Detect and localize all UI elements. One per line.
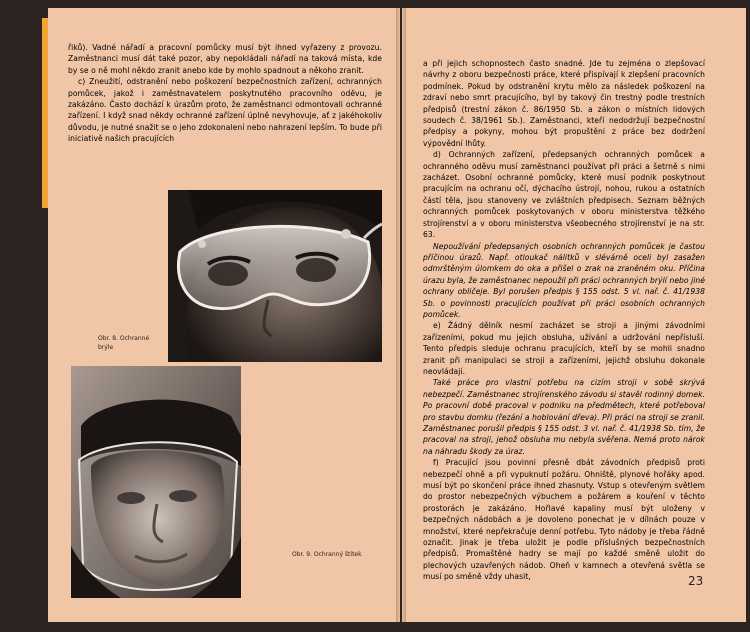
right-paragraph-5: Také práce pro vlastní potřebu na cizím stroji v sobě skrývá nebezpečí. Zaměstnanec strojírenského závodu si stavěl rodinný domek. Po pracovní době pracoval v podniku na předmětech, které potřeboval pro stavbu domku (řezání a hoblování dřeva). Při práci na stroji se zranil. Zaměstnanec porušil předpis § 155 odst. 3 vl. nař. č. 41/1938 Sb. tím, že pracoval na stroji, jehož obsluha mu nebyla svěřena. Nemá proto nárok na náhradu škody za úraz.: [423, 378, 705, 456]
figure-9-photo: [71, 366, 241, 598]
face-shield-photo-illustration: [71, 366, 241, 598]
right-paragraph-4: e) Žádný dělník nesmí zacházet se stroji a jinými závodními zařízeními, pokud mu jejich obsluha, užívání a udržování nepřísluší. Tento předpis sleduje ochranu pracujících, kteří by se mohli snadno zranit při manipulaci se stroji a zařízeními, jejichž obsluhu dokonale neovládají.: [423, 321, 705, 376]
figure-9-caption: Obr. 9. Ochranný štítek: [292, 551, 362, 558]
left-page-text: [68, 42, 382, 145]
right-paragraph-1: a při jejich schopnostech často snadné. Jde tu zejména o zlepšovací návrhy z oboru bezpečnosti práce, které přispívají k zlepšení pracovních podmínek. Pokud by odstranění krytu mělo za následek poškození na zdraví nebo smrt pracujícího, byl by takový čin trestný podle trestních předpisů (trestní zákon č. 86/1950 Sb. a zákon o místních lidových soudech č. 38/1961 Sb.). Zaměstnanci, kteří nedodržují bezpečnostní předpisy a pokyny, mohou být propuštěni z práce bez dodržení výpovědní lhůty.: [423, 59, 705, 148]
left-paragraph-2: c) Zneužití, odstranění nebo poškození bezpečnostních zařízení, ochranných pomůcek, jakož i zaměstnavatelem poskytnutého pracovního oděvu, je zakázáno. Často dochází k úrazům proto, že zaměstnanci odmontovali ochranné zařízení. I když snad někdy ochranné zařízení úplně nevyhovuje, ať z jakéhokoliv důvodu, je nutné snažit se o jeho zdokonalení nebo nahrazení lepším. To bude při iniciativě našich pracujících: [68, 77, 382, 144]
right-paragraph-2: d) Ochranných zařízení, předepsaných ochranných pomůcek a ochranného oděvu musí zaměstnanci používat při práci a šetrně s nimi zacházet. Osobní ochranné pomůcky, které musí podnik poskytnout pracujícím na ochranu očí, dýchacího ústrojí, nohou, rukou a ostatních částí těla, jsou stanoveny ve zvláštních předpisech. Seznam běžných ochranných pomůcek poskytovaných v oboru ministerstva těžkého strojírenství a v oboru ministerstva všeobecného strojírenství je na str. 63.: [423, 150, 705, 240]
figure-8-photo: [168, 190, 382, 362]
left-paragraph-1: řiků). Vadné nářadí a pracovní pomůcky musí být ihned vyřazeny z provozu. Zaměstnanci musí dát také pozor, aby nepokládali nářadí na taková místa, kde by se o ně mohl někdo zranit anebo kde by mohlo spadnout a někoho zranit.: [68, 43, 382, 75]
right-paragraph-6: f) Pracující jsou povinni přesně dbát závodních předpisů proti nebezpečí ohně a při vypuknutí požáru. Ohniště, plynové hořáky apod. musí být po skončení práce ihned zhasnuty. Vstup s otevřeným světlem do prostor nebezpečných výbuchem a požárem a kouření v těchto prostorách je zakázáno. Hořlavé kapaliny musí být uloženy v bezpečných nádobách a je dovoleno ponechat je v dílnách pouze v množství, které nepřekračuje denní potřebu. Tyto nádoby je třeba řádně označit. Jinak je třeba uložit je podle příslušných bezpečnostních předpisů. Promaštěné hadry se mají po každé směně uložit do plechových uzavřených nádob. Oheň v kamnech a otevřená světla se musí po směně vždy uhasit,: [423, 458, 705, 582]
right-paragraph-3: Nepoužívání předepsaných osobních ochranných pomůcek je častou příčinou úrazů. Např. otloukač nálitků v slévárně oceli byl zasažen odmrštěným úlomkem do oka a přišel o zrak na zraněném oku. Příčina úrazu byla, že zaměstnanec nepoužil při práci ochranných brýlí nebo jiné ochrany obličeje. Byl porušen předpis § 155 odst. 5 vl. nař. č. 41/1938 Sb. o povinnosti pracujících používat při práci osobních ochranných pomůcek.: [423, 241, 705, 319]
page-number: 23: [688, 574, 704, 588]
right-page-text: [423, 58, 705, 583]
goggles-photo-illustration: [168, 190, 382, 362]
figure-8-caption: Obr. 8. Ochranné brýle: [98, 335, 150, 351]
book-gutter: [396, 8, 406, 622]
